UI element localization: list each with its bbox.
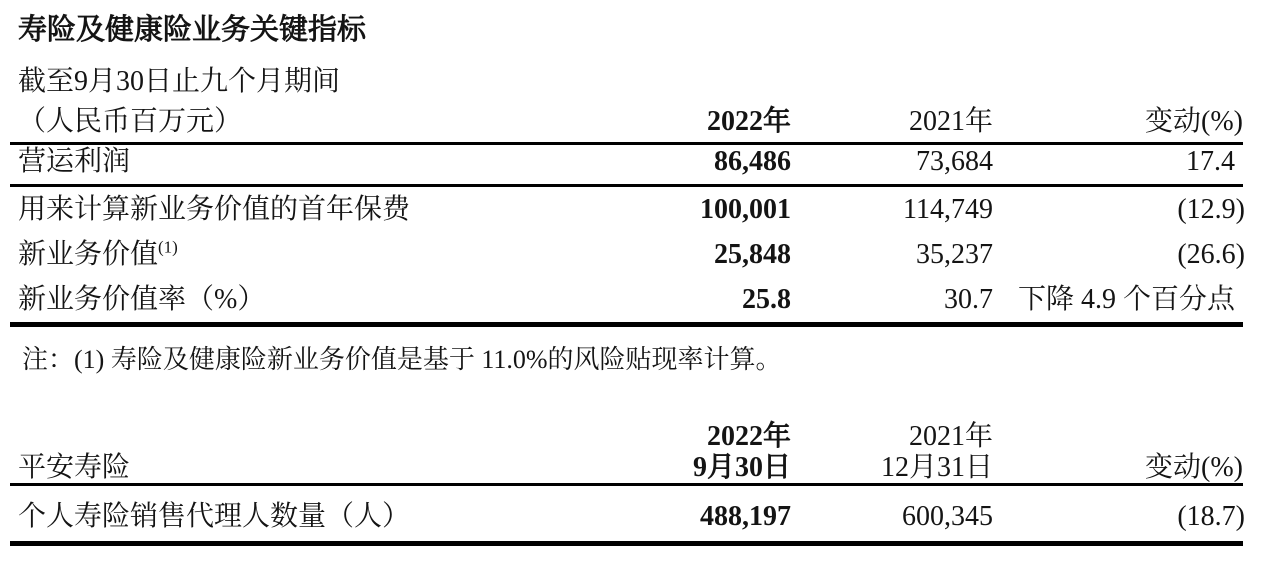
page-title: 寿险及健康险业务关键指标 bbox=[18, 14, 367, 46]
table-row-agent-count bbox=[10, 486, 1243, 541]
company-label: 平安寿险 bbox=[18, 452, 131, 483]
key-indicators-header bbox=[10, 62, 1243, 145]
table-row-first-year-premium bbox=[10, 187, 1243, 232]
col-header-2022-date: 2022年 9月30日 bbox=[692, 421, 791, 483]
col-header-2021: 2021年 bbox=[908, 106, 993, 137]
period-label: 截至9月30日止九个月期间 bbox=[18, 66, 341, 97]
value-change: 下降 4.9 个百分点 bbox=[1017, 284, 1235, 315]
value-2021: 35,237 bbox=[916, 239, 993, 270]
value-change: (26.6) bbox=[1177, 239, 1245, 270]
footnote-marker: (1) bbox=[158, 237, 178, 257]
col-header-2022: 2022年 bbox=[706, 106, 791, 137]
value-2021: 114,749 bbox=[903, 194, 993, 225]
value-change: 17.4 bbox=[1186, 146, 1235, 177]
col-header-change: 变动(%) bbox=[1145, 106, 1243, 137]
key-indicators-table bbox=[10, 62, 1243, 327]
col-header-change: 变动(%) bbox=[1145, 452, 1243, 483]
row-label: 个人寿险销售代理人数量（人） bbox=[18, 501, 411, 532]
footnote: 注：(1) 寿险及健康险新业务价值是基于 11.0%的风险贴现率计算。 bbox=[22, 345, 782, 374]
col-header-2021-date: 2021年 12月31日 bbox=[880, 421, 993, 483]
value-2021: 73,684 bbox=[916, 146, 993, 177]
table-row-nbv bbox=[10, 232, 1243, 277]
agents-table-header bbox=[10, 421, 1243, 486]
row-label: 用来计算新业务价值的首年保费 bbox=[18, 194, 411, 225]
unit-label: （人民币百万元） bbox=[18, 106, 243, 137]
value-2022: 100,001 bbox=[700, 194, 791, 225]
header-left-block bbox=[10, 62, 601, 142]
value-change: (12.9) bbox=[1177, 194, 1245, 225]
table-row-operating-profit bbox=[10, 145, 1243, 187]
table-row-nbv-margin bbox=[10, 277, 1243, 322]
agents-table bbox=[10, 421, 1243, 546]
row-label: 新业务价值$^{(1)}$ bbox=[18, 237, 178, 270]
value-2022: 488,197 bbox=[700, 501, 791, 532]
value-2022: 25.8 bbox=[742, 284, 791, 315]
value-2022: 86,486 bbox=[714, 146, 791, 177]
value-change: (18.7) bbox=[1177, 501, 1245, 532]
value-2021: 30.7 bbox=[944, 284, 993, 315]
row-label: 新业务价值率（%） bbox=[18, 284, 266, 315]
value-2022: 25,848 bbox=[714, 239, 791, 270]
row-label: 营运利润 bbox=[18, 146, 131, 177]
value-2021: 600,345 bbox=[902, 501, 993, 532]
